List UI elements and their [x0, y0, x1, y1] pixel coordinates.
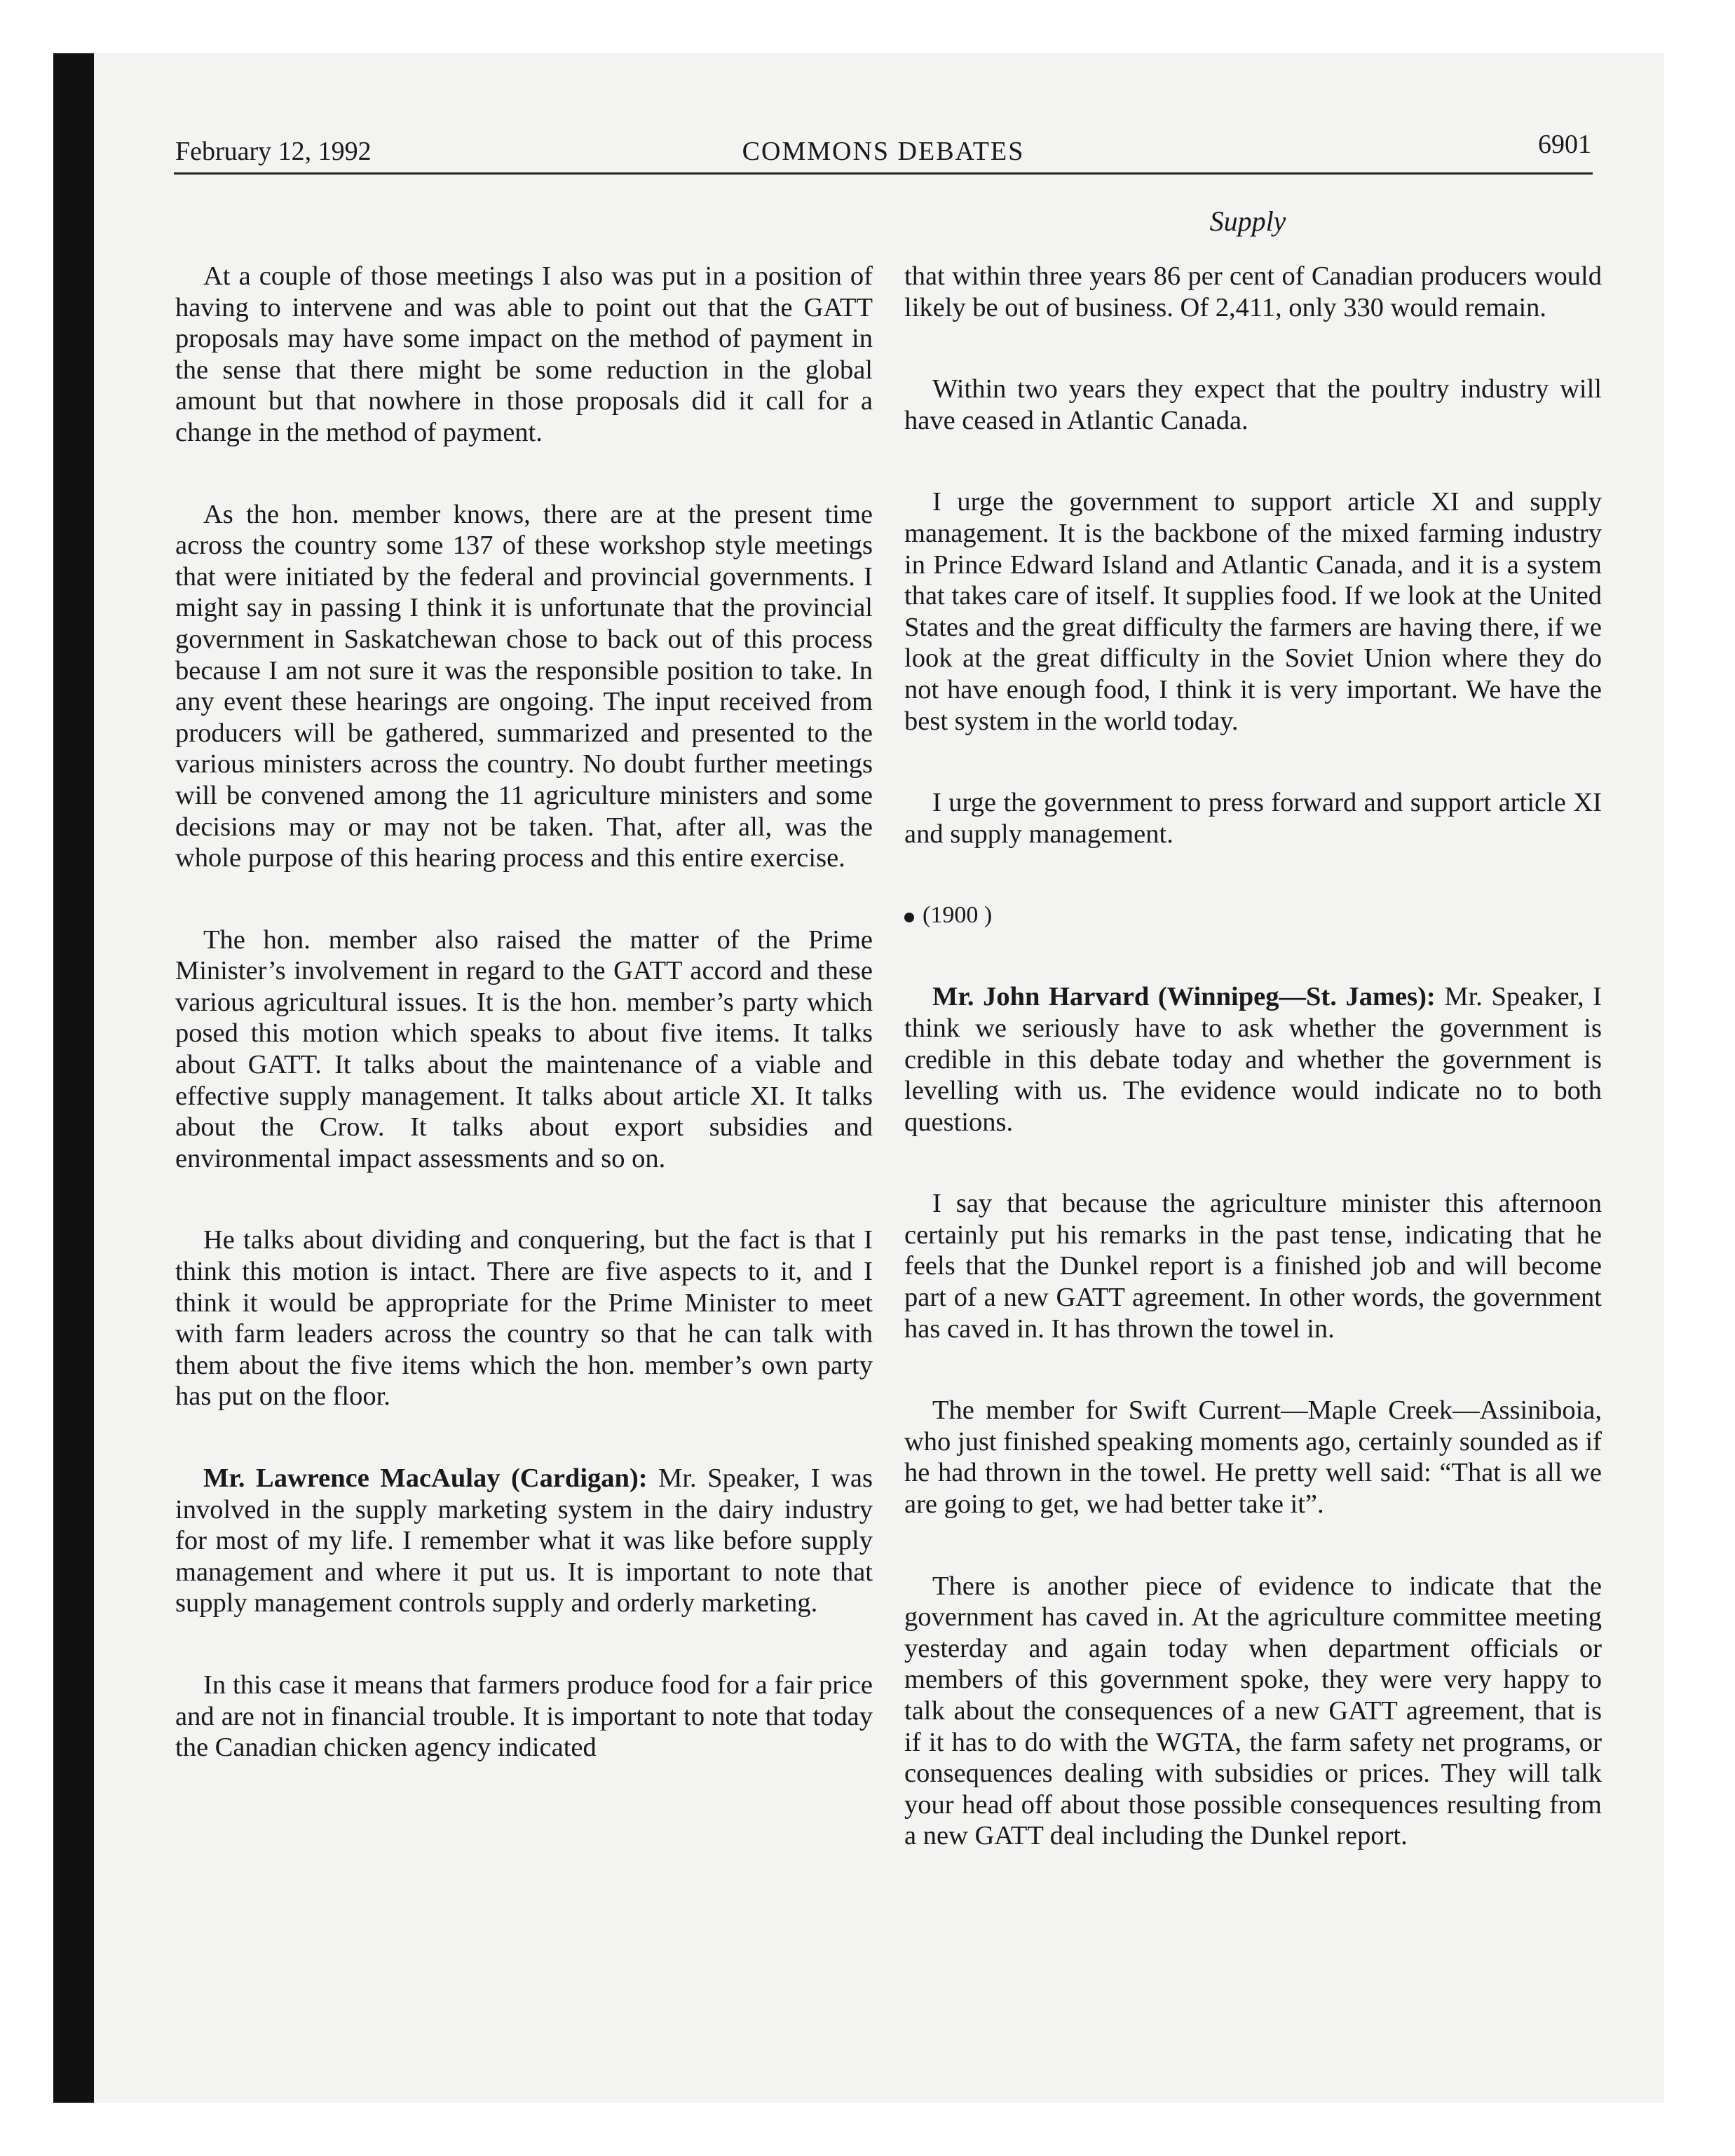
page-header	[175, 130, 1591, 172]
right-column	[904, 261, 1602, 1902]
bullet-icon	[904, 913, 914, 922]
paragraph: There is another piece of evidence to indicate that the government has caved in. At the agriculture committee meeting yesterday and again today when department officials or members of this government spoke, they were very happy to talk about the consequences of a new GATT agreement, that is if it has to do with the WGTA, the farm safety net programs, or consequences dealing with subsidies or prices. They will talk your head off about those possible consequences resulting from a new GATT deal including the Dunkel report.	[904, 1571, 1602, 1851]
scan-margin	[0, 0, 53, 2156]
speaker-name: Mr. Lawrence MacAulay (Cardigan):	[203, 1464, 648, 1493]
paragraph-continued: that within three years 86 per cent of Canadian producers would likely be out of business. Of 2,411, only 330 would remain.	[904, 261, 1602, 322]
speech-paragraph	[175, 1463, 873, 1619]
section-title: Supply	[1209, 205, 1286, 237]
paragraph: I urge the government to support article XI and supply management. It is the backbone of the mixed farming industry in Prince Edward Island and Atlantic Canada, and it is a system that takes care of itself. It supplies food. If we look at the United States and the great difficulty the farmers are having there, if we look at the great difficulty in the Soviet Union where they do not have enough food, I think it is very important. We have the best system in the world today.	[904, 487, 1602, 736]
timestamp	[904, 900, 1602, 931]
paragraph: I urge the government to press forward and support article XI and supply management.	[904, 788, 1602, 849]
paragraph: I say that because the agriculture minister this afternoon certainly put his remarks in the past tense, indicating that he feels that the Dunkel report is a finished job and will become part of a new GATT agreement. In other words, the government has caved in. It has thrown the towel in.	[904, 1189, 1602, 1344]
speech-paragraph	[904, 981, 1602, 1138]
speech-text: Mr. Speaker, I was involved in the supply marketing system in the dairy industry for most of my life. I remember what it was like before supply management and where it put us. It is important to note that supply management controls supply and orderly marketing.	[175, 1464, 873, 1618]
paragraph: At a couple of those meetings I also was put in a position of having to intervene and was able to point out that the GATT proposals may have some impact on the method of payment in the sense that there might be some reduction in the global amount but that nowhere in those proposals did it call for a change in the method of payment.	[175, 261, 873, 447]
left-column	[175, 261, 873, 1814]
paragraph: He talks about dividing and conquering, but the fact is that I think this motion is intact. There are five aspects to it, and I think it would be appropriate for the Prime Minister to meet with farm leaders across the country so that he can talk with them about the five items which the hon. member’s own party has put on the floor.	[175, 1225, 873, 1412]
header-rule	[174, 172, 1593, 175]
header-title: COMMONS DEBATES	[742, 137, 1025, 166]
paragraph: The hon. member also raised the matter of the Prime Minister’s involvement in regard to the GATT accord and these various agricultural issues. It is the hon. member’s party which posed this motion which speaks to about five items. It talks about GATT. It talks about the maintenance of a viable and effective supply management. It talks about article XI. It talks about the Crow. It talks about export subsidies and environmental impact assessments and so on.	[175, 925, 873, 1173]
speaker-name: Mr. John Harvard (Winnipeg—St. James):	[932, 982, 1436, 1012]
timestamp-text: (1900 )	[923, 902, 993, 929]
paragraph: The member for Swift Current—Maple Creek—Assiniboia, who just finished speaking moments ago, certainly sounded as if he had thrown in the towel. He pretty well said: “That is all we are going to get, we had better take it”.	[904, 1396, 1602, 1520]
paragraph: As the hon. member knows, there are at the present time across the country some 137 of these workshop style meetings that were initiated by the federal and provincial governments. I might say in passing I think it is unfortunate that the provincial government in Saskatchewan chose to back out of this process because I am not sure it was the responsible position to take. In any event these hearings are ongoing. The input received from producers will be gathered, summarized and presented to the various ministers across the country. No doubt further meetings will be convened among the 11 agriculture ministers and some decisions may or may not be taken. That, after all, was the whole purpose of this hearing process and this entire exercise.	[175, 499, 873, 873]
header-date: February 12, 1992	[175, 137, 372, 166]
scan-binding-edge	[53, 53, 94, 2103]
paragraph: In this case it means that farmers produce food for a fair price and are not in financial trouble. It is important to note that today the Canadian chicken agency indicated	[175, 1670, 873, 1763]
header-page-number: 6901	[1538, 130, 1591, 159]
speech-text: Mr. Speaker, I think we seriously have to ask whether the government is credible in this debate today and whether the government is levelling with us. The evidence would indicate no to both questions.	[904, 982, 1602, 1137]
paragraph: Within two years they expect that the poultry industry will have ceased in Atlantic Canada.	[904, 374, 1602, 435]
